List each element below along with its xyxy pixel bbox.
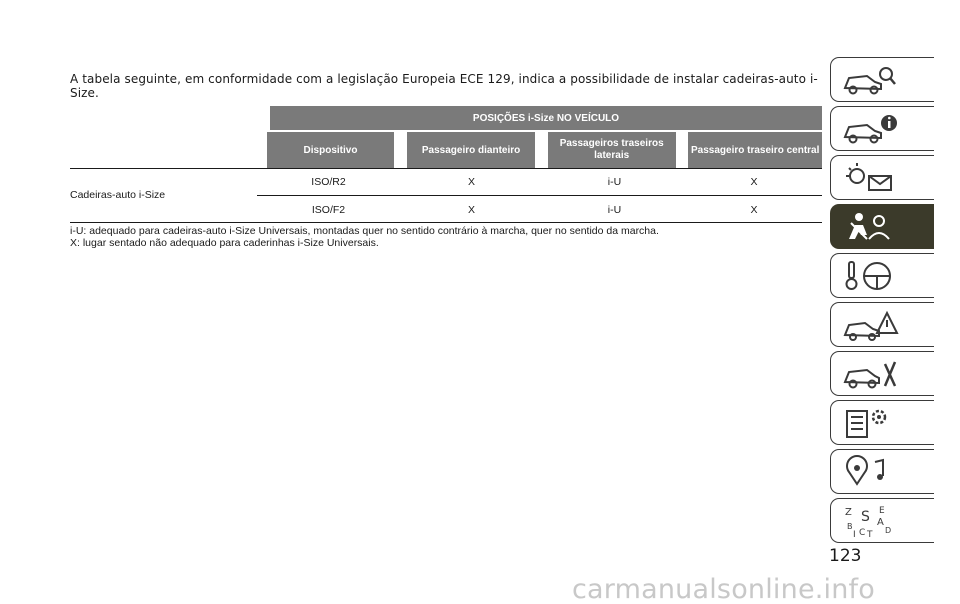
header-passageiro-central: Passageiro traseiro central (688, 132, 822, 168)
table-cell: X (750, 176, 758, 188)
sidebar-tab-index[interactable] (830, 498, 934, 543)
table-body (70, 168, 822, 223)
table-notes (70, 225, 659, 249)
table-row (257, 169, 822, 196)
passenger-safety-icon (841, 209, 901, 245)
sidebar-tab-crash[interactable] (830, 302, 934, 347)
table-cell: X (467, 176, 475, 188)
sidebar-tab-multimedia[interactable] (830, 449, 934, 494)
multimedia-icon (841, 454, 901, 490)
car-info-icon (841, 111, 901, 147)
car-crash-warning-icon (841, 307, 901, 343)
svg-text:B: B (847, 521, 853, 531)
watermark: carmanualsonline.info (572, 574, 875, 604)
table-cell: ISO/R2 (311, 176, 346, 188)
svg-text:E: E (879, 505, 885, 516)
svg-text:A: A (877, 516, 884, 528)
sidebar-tab-car-info[interactable] (830, 106, 934, 151)
header-dispositivo: Dispositivo (267, 132, 395, 168)
car-search-icon (841, 62, 901, 98)
table-cell: X (467, 203, 475, 216)
svg-text:Z: Z (845, 506, 852, 518)
page-number: 123 (829, 546, 862, 566)
sidebar-tab-key-wheel[interactable] (830, 253, 934, 298)
table-cell: i-U (607, 203, 622, 216)
svg-text:C: C (859, 527, 866, 538)
note-x: X: lugar sentado não adequado para caderinhas i-Size Universais. (70, 237, 379, 249)
row-label: Cadeiras-auto i-Size (70, 189, 166, 201)
note-iu: i-U: adequado para cadeiras-auto i-Size Universais, montadas quer no sentido contrário à marcha, quer no sentido da marcha. (70, 225, 659, 237)
table-header-row (70, 132, 822, 168)
header-passageiro-dianteiro: Passageiro dianteiro (407, 132, 535, 168)
sidebar-tab-car-search[interactable] (830, 57, 934, 102)
specs-gear-icon (841, 405, 901, 441)
svg-text:I: I (853, 529, 856, 539)
car-tools-icon (841, 356, 901, 392)
table-cell: X (750, 203, 758, 216)
header-passageiros-traseiros: Passageiros traseiros laterais (548, 132, 676, 168)
warning-lights-message-icon (841, 160, 901, 196)
table-cell: i-U (607, 176, 622, 188)
intro-paragraph: A tabela seguinte, em conformidade com a legislação Europeia ECE 129, indica a possibilidade de instalar cadeiras-auto i-Size. (70, 72, 818, 100)
table-span-header-row (70, 106, 822, 130)
sidebar-tab-specs[interactable] (830, 400, 934, 445)
sidebar-tab-safety[interactable] (830, 204, 934, 249)
key-steering-wheel-icon (841, 258, 901, 294)
table-cell: ISO/F2 (311, 203, 346, 216)
svg-text:D: D (885, 525, 892, 535)
chapter-sidebar (830, 57, 934, 547)
sidebar-tab-warnings[interactable] (830, 155, 934, 200)
span-header: POSIÇÕES i-Size NO VEÍCULO (270, 106, 822, 130)
alphabet-index-icon (841, 503, 901, 539)
isize-table (70, 106, 822, 223)
table-row (257, 196, 822, 223)
sidebar-tab-tools[interactable] (830, 351, 934, 396)
svg-text:T: T (867, 529, 873, 539)
svg-text:S: S (861, 508, 870, 525)
